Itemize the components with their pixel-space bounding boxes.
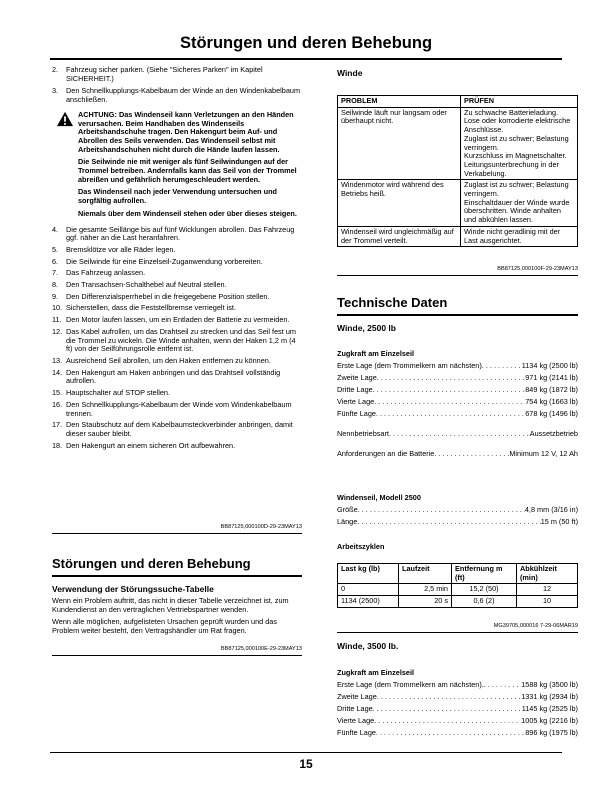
table-cell: 1134 (2500) xyxy=(338,596,399,608)
column-header: Entfernung m (ft) xyxy=(452,564,517,584)
table-cell: 0 xyxy=(338,584,399,596)
spec-row xyxy=(337,372,578,384)
spec-label: Dritte Lage xyxy=(337,385,373,394)
dot-leader xyxy=(482,360,522,372)
spec-value: 1134 kg (2500 lb) xyxy=(521,361,578,370)
warning-triangle-icon xyxy=(56,111,74,127)
cable-title: Windenseil, Modell 2500 xyxy=(337,493,421,502)
steps-list-b xyxy=(52,226,302,451)
title-rule xyxy=(50,58,562,60)
check-cell xyxy=(461,180,578,227)
spec-row xyxy=(337,360,578,372)
pull-3500-block xyxy=(337,667,578,739)
step-number: 2. xyxy=(52,65,59,74)
table-cell: 2,5 min xyxy=(399,584,452,596)
list-item xyxy=(52,369,302,386)
spec-row xyxy=(337,396,578,408)
dot-leader xyxy=(377,372,525,384)
step-text: Die gesamte Seillänge bis auf fünf Wicklungen abrollen. Das Fahrzeug ggf. näher an die Last heranfahren. xyxy=(66,224,295,243)
spec-row xyxy=(337,703,578,715)
spec-label: Anforderungen an die Batterie xyxy=(337,449,435,458)
step-text: Fahrzeug sicher parken. (Siehe "Sicheres Parken" im Kapitel SICHERHEIT.) xyxy=(66,65,263,83)
step-text: Den Hakengurt an einem sicheren Ort aufbewahren. xyxy=(66,440,236,450)
step-number: 6. xyxy=(52,256,59,266)
spec-row xyxy=(337,504,578,516)
dot-leader xyxy=(389,428,530,440)
step-text: Das Kabel aufrollen, um das Drahtseil zu strecken und das Seil fest um die Trommel zu wickeln. Die Winde anhalten, wenn der Haken 1,2 m (4 ft) von der Seilführungsrolle entfernt ist. xyxy=(66,326,296,354)
dot-leader xyxy=(376,408,525,420)
check-item: Winde nicht geradlinig mit der Last ausgerichtet. xyxy=(464,226,561,245)
divider-3 xyxy=(337,275,578,276)
warning-text-3: Das Windenseil nach jeder Verwendung untersuchen und sorgfältig aufrollen. xyxy=(78,187,278,206)
intro-paragraph-2: Wenn alle möglichen, aufgelisteten Ursachen geprüft wurden und das Problem weiter besteht, den Vertragshändler um Rat fragen. xyxy=(52,617,277,636)
spec-label: Zweite Lage xyxy=(337,692,377,701)
column-header-problem: PROBLEM xyxy=(338,96,461,108)
check-item: Einschaltdauer der Winde wurde überschritten. Winde anhalten und abkühlen lassen. xyxy=(464,197,570,225)
spec-value: 849 kg (1872 lb) xyxy=(525,385,578,394)
dot-leader xyxy=(374,396,525,408)
problem-cell: Windenmotor wird während des Betriebs heiß. xyxy=(338,180,461,227)
pull-title: Zugkraft am Einzelseil xyxy=(337,349,415,358)
list-item xyxy=(52,316,302,325)
list-item xyxy=(52,246,302,255)
spec-value: Aussetzbetrieb xyxy=(529,429,578,438)
page-title: Störungen und deren Behebung xyxy=(179,34,433,52)
spec-row xyxy=(337,727,578,739)
list-item xyxy=(52,442,302,451)
step-text: Den Schnellkupplungs-Kabelbaum der Winde an den Windenkabelbaum anschließen. xyxy=(66,86,301,105)
spec-value: 1145 kg (2525 lb) xyxy=(521,704,578,713)
check-item: Leitungsunterbrechung in der Verkabelung. xyxy=(464,159,559,178)
list-item xyxy=(52,293,302,302)
dot-leader xyxy=(373,384,526,396)
step-number: 17. xyxy=(52,420,63,430)
step-text: Bremsklötze vor alle Räder legen. xyxy=(66,244,176,254)
problem-cell: Seilwinde läuft nur langsam oder überhaupt nicht. xyxy=(338,107,461,180)
reference-tag-4: MG39705,000016 7-29-06MAR19 xyxy=(493,623,578,629)
section-title-troubleshooting: Störungen und deren Behebung xyxy=(52,556,251,571)
table-cell: 0,6 (2) xyxy=(452,596,517,608)
spec-row xyxy=(337,408,578,420)
section-rule xyxy=(52,575,302,577)
step-number: 9. xyxy=(52,291,59,301)
step-text: Den Hakengurt am Haken anbringen und das Drahtseil vollständig aufrollen. xyxy=(66,367,281,386)
list-item xyxy=(52,269,302,278)
step-number: 7. xyxy=(52,268,59,278)
check-item: Zuglast ist zu schwer; Belastung verringern. xyxy=(464,133,569,152)
tech-data-title: Technische Daten xyxy=(337,295,448,310)
spec-label: Nennbetriebsart xyxy=(337,429,389,438)
column-header-check: PRÜFEN xyxy=(461,96,578,108)
spec-label: Erste Lage (dem Trommelkern am nächsten) xyxy=(337,361,482,370)
spec-label: Fünfte Lage xyxy=(337,728,376,737)
step-number: 10. xyxy=(52,303,63,313)
table-header-row xyxy=(338,96,578,108)
list-item xyxy=(52,226,302,243)
step-number: 13. xyxy=(52,355,63,365)
warning-text-1: ACHTUNG: Das Windenseil kann Verletzungen an den Händen verursachen. Beim Handhaben des Windenseils Arbeitshandschuhe tragen. Den Hakengurt beim Auf- und Abrollen des Seils verwenden. Das Windenseil selbst mit Arbeitshandschuhen nicht durch die Hände laufen lassen. xyxy=(78,109,294,154)
page-number: 15 xyxy=(299,757,313,771)
dot-leader xyxy=(358,504,525,516)
spec-value: 896 kg (1975 lb) xyxy=(525,728,578,737)
spec-value: 4,8 mm (3/16 in) xyxy=(524,505,578,514)
step-text: Den Transachsen-Schalthebel auf Neutral stellen. xyxy=(66,280,227,290)
table-row xyxy=(338,584,578,596)
intro-paragraph-1: Wenn ein Problem auftritt, das nicht in dieser Tabelle verzeichnet ist, zum Kundendienst an den vertraglichen Vertriebspartner wenden. xyxy=(52,596,289,614)
step-text: Den Motor laufen lassen, um ein Entladen der Batterie zu vermeiden. xyxy=(66,315,290,325)
spec-row xyxy=(337,691,578,703)
step-text: Das Fahrzeug anlassen. xyxy=(66,268,146,278)
step-number: 11. xyxy=(52,315,62,325)
spec-value: 1331 kg (2934 lb) xyxy=(521,692,578,701)
left-column xyxy=(52,66,302,453)
warning-text-4: Niemals über dem Windenseil stehen oder über dieses steigen. xyxy=(78,208,297,218)
check-item: Lose oder korrodierte elektrische Anschlüsse. xyxy=(464,116,571,135)
spec-label: Vierte Lage xyxy=(337,397,375,406)
pull-2500-block xyxy=(337,348,578,460)
winde-2500-title: Winde, 2500 lb xyxy=(337,323,396,333)
warning-block xyxy=(52,111,302,219)
spec-value: 15 m (50 ft) xyxy=(540,517,578,526)
spec-row xyxy=(337,516,578,528)
spec-row-battery xyxy=(337,448,578,460)
divider-2 xyxy=(52,655,302,656)
divider-4 xyxy=(337,632,578,633)
list-item xyxy=(52,281,302,290)
cable-block xyxy=(337,492,578,528)
list-item xyxy=(52,357,302,366)
step-number: 18. xyxy=(52,440,63,450)
step-number: 16. xyxy=(52,399,63,409)
tech-data-rule xyxy=(337,314,578,316)
step-number: 12. xyxy=(52,326,63,336)
table-row xyxy=(338,596,578,608)
spec-label: Vierte Lage xyxy=(337,716,375,725)
subsection-title: Verwendung der Störungssuche-Tabelle xyxy=(52,584,214,594)
spec-value: Minimum 12 V, 12 Ah xyxy=(509,449,578,458)
step-text: Den Schnellkupplungs-Kabelbaum der Winde vom Windenkabelbaum trennen. xyxy=(66,399,292,418)
step-number: 8. xyxy=(52,280,59,290)
column-header: Last kg (lb) xyxy=(338,564,399,584)
spec-value: 754 kg (1663 lb) xyxy=(525,397,578,406)
spec-label: Fünfte Lage xyxy=(337,409,376,418)
step-text: Die Seilwinde für eine Einzelseil-Zuganwendung vorbereiten. xyxy=(66,256,263,266)
list-item xyxy=(52,87,302,104)
step-text: Den Differenzialsperrhebel in die freigegebene Position stellen. xyxy=(66,291,270,301)
step-number: 14. xyxy=(52,367,63,377)
winde-3500-title: Winde, 3500 lb. xyxy=(337,641,399,651)
troubleshooting-table xyxy=(337,95,578,247)
list-item xyxy=(52,401,302,418)
spec-label: Dritte Lage xyxy=(337,704,373,713)
dot-leader xyxy=(357,516,540,528)
list-item xyxy=(52,328,302,354)
step-text: Ausreichend Seil abrollen, um den Haken entfernen zu können. xyxy=(66,355,271,365)
column-header: Laufzeit xyxy=(399,564,452,584)
dot-leader xyxy=(373,703,522,715)
reference-tag-1: BB87125,000100D-29-23MAY13 xyxy=(220,524,302,530)
table-cell: 20 s xyxy=(399,596,452,608)
step-number: 4. xyxy=(52,224,59,234)
spec-value: 971 kg (2141 lb) xyxy=(525,373,578,382)
steps-list-a xyxy=(52,66,302,105)
reference-tag-3: BB87125,000100F-29-23MAY13 xyxy=(497,266,578,272)
table-row xyxy=(338,107,578,180)
spec-value: 678 kg (1496 lb) xyxy=(525,409,578,418)
table-row xyxy=(338,226,578,246)
dot-leader xyxy=(374,715,521,727)
dot-leader xyxy=(377,691,521,703)
step-text: Den Staubschutz auf dem Kabelbaumsteckverbinder anbringen, damit dieser sauber bleibt. xyxy=(66,420,293,438)
check-cell xyxy=(461,107,578,180)
table-cell: 15,2 (50) xyxy=(452,584,517,596)
step-number: 5. xyxy=(52,244,59,254)
spec-row-duty xyxy=(337,428,578,440)
spec-label: Erste Lage (dem Trommelkern am nächsten). xyxy=(337,680,484,689)
spec-row xyxy=(337,715,578,727)
spec-label: Länge xyxy=(337,517,358,526)
list-item xyxy=(52,304,302,313)
dot-leader xyxy=(434,448,509,460)
check-item: Kurzschluss im Magnetschalter. xyxy=(464,151,567,161)
step-number: 3. xyxy=(52,86,59,96)
spec-value: 1588 kg (3500 lb) xyxy=(521,680,578,689)
duty-cycles-table xyxy=(337,563,578,608)
list-item xyxy=(52,389,302,398)
table-cell: 12 xyxy=(517,584,578,596)
table-cell: 10 xyxy=(517,596,578,608)
step-text: Hauptschalter auf STOP stellen. xyxy=(66,388,170,398)
column-header: Abkühlzeit (min) xyxy=(517,564,578,584)
check-item: Zu schwache Batterieladung. xyxy=(464,107,559,117)
warning-text-2: Die Seilwinde nie mit weniger als fünf Seilwindungen auf der Trommel betreiben. Andernfalls kann das Seil von der Trommel abreißen und gefährlich herumgeschleudert werden. xyxy=(78,157,297,184)
spec-row xyxy=(337,384,578,396)
spec-row xyxy=(337,679,578,691)
dot-leader xyxy=(484,679,521,691)
check-item: Zuglast ist zu schwer; Belastung verringern. xyxy=(464,180,569,199)
step-number: 15. xyxy=(52,388,63,398)
pull-title: Zugkraft am Einzelseil xyxy=(337,668,415,677)
divider-1 xyxy=(52,533,302,534)
table-row xyxy=(338,180,578,227)
check-cell xyxy=(461,226,578,246)
problem-cell: Windenseil wird ungleichmäßig auf der Trommel verteilt. xyxy=(338,226,461,246)
intro-paragraphs xyxy=(52,597,302,636)
reference-tag-2: BB87125,000100E-29-23MAY13 xyxy=(220,646,302,652)
spec-value: 1005 kg (2216 lb) xyxy=(521,716,578,725)
spec-label: Größe xyxy=(337,505,358,514)
duty-cycles-title: Arbeitszyklen xyxy=(337,542,385,551)
list-item xyxy=(52,258,302,267)
footer-rule xyxy=(50,752,562,753)
winde-title: Winde xyxy=(337,68,363,78)
list-item xyxy=(52,421,302,438)
step-text: Sicherstellen, dass die Feststellbremse verriegelt ist. xyxy=(66,303,236,313)
spec-label: Zweite Lage xyxy=(337,373,377,382)
table-header-row xyxy=(338,564,578,584)
dot-leader xyxy=(376,727,525,739)
list-item xyxy=(52,66,302,83)
